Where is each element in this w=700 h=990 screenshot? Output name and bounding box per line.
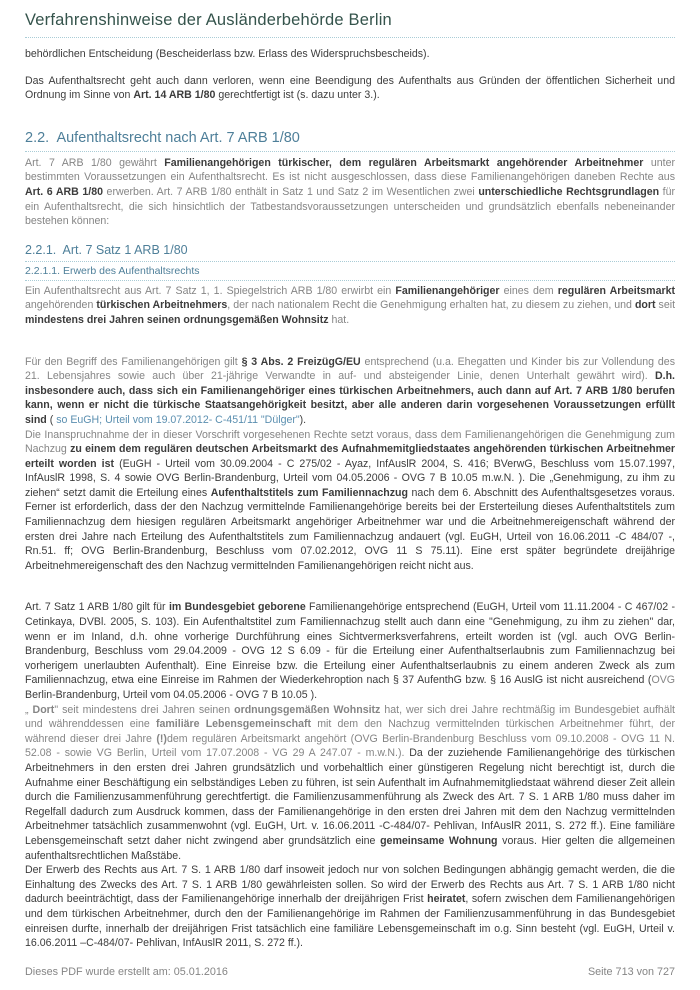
text-run: (	[46, 413, 57, 426]
spacer	[25, 103, 675, 130]
text-run: Familienangehörigen türkischer, dem regulären Arbeitsmarkt angehörender Arbeitnehmer	[164, 156, 644, 169]
text-run: D.h. insbesondere auch, dass sich ein Familienangehöriger eines türkischen Arbeitnehmers, auch dann auf Art. 7 ARB 1/80 berufen kann, wenn er nicht die türkische Staatsangehörigkeit besitzt, aber alle anderen darin vorgesehenen Voraussetzungen erfüllt sind	[25, 370, 675, 426]
text-run: Familienangehöriger	[395, 284, 500, 297]
text-run: unterschiedliche Rechtsgrundlagen	[478, 185, 660, 198]
text-run: hat.	[328, 313, 350, 326]
text-run: „	[25, 703, 33, 716]
paragraph-erwerb-des-rechts	[25, 863, 675, 951]
text-run: mit dem den Nachzug vermittelnden türkischen Arbeitnehmer führt, der während dieser drei Jahre	[25, 718, 675, 745]
spacer	[25, 573, 675, 600]
text-run: (EuGH - Urteil vom 30.09.2004 - C 275/02 - Ayaz, InfAuslR 2004, S. 416; BVerwG, Beschluss vom 15.07.1997, InfAuslR 1998, S. 4 sowie OVG Berlin-Brandenburg, Urteil vom 04.05.2006 - OVG 7 B 10.05 m.w.N. ). Die „Genehmigung, zu ihm zu ziehen“ setzt damit die Erteilung eines	[25, 457, 676, 499]
page-footer	[25, 966, 675, 978]
text-run: türkischen Arbeitnehmers	[96, 299, 228, 312]
text-run: seit	[655, 299, 676, 312]
paragraph-inanspruchnahme	[25, 428, 675, 574]
text-run: entsprechend (u.a. Ehegatten und Kinder bis zur Vollendung des 21. Lebensjahres sowie auch über 21-jährige Verwandte in auf- und absteigender Linie, denen Unterhalt gewährt wird).	[25, 355, 675, 383]
text-run: unter bestimmten Voraussetzungen ein Aufenthaltsrecht. Es ist nicht ausgeschlossen, dass diese Familienangehörigen daneben Rechte aus	[25, 156, 675, 184]
text-run: Dort	[32, 703, 55, 716]
text-run: erwerben. Art. 7 ARB 1/80 enthält in Satz 1 und Satz 2 im Wesentlichen zwei	[103, 185, 479, 198]
paragraph-begriff-familienangehoerige	[25, 355, 675, 428]
text-run: Art. 6 ARB 1/80	[25, 185, 103, 198]
text-run: Art. 14 ARB 1/80	[133, 89, 216, 102]
text-run: dem regulären Arbeitsmarkt angehört (OVG Berlin-Brandenburg Beschluss vom 09.10.2008 - OVG 11 N. 52.08 - sowie VG Berlin, Urteil vom 17.07.2008 - VG 29 A 247.07 - m.w.N.).	[25, 732, 675, 760]
text-run: mindestens drei Jahren seinen ordnungsgemäßen Wohnsitz	[25, 313, 329, 326]
page-title: Verfahrenshinweise der Ausländerbehörde Berlin	[25, 11, 675, 38]
text-run: gemeinsame Wohnung	[380, 834, 498, 847]
text-run: nach dem 6. Abschnitt des Aufenthaltsgesetzes voraus. Ferner ist erforderlich, dass der den Nachzug vermittelnde Familienangehörige bereits bei der Ersterteilung dieses Aufenthaltstitels zum Familiennachzug dem hiesigen regulären Arbeitsmarkt angehöriger Arbeitnehmer war und die Arbeitnehmereigenschaft während der ersten drei Jahre nach Erteilung des Aufenthaltstitels zum Familiennachzug andauert (vgl. EuGH, Urteil von 16.06.2011 -C 484/07 -, Rn.51. ff; OVG Berlin-Brandenburg, Beschluss vom 07.02.2012, OVG 11 S 75.11). Eine erst später begründete dreijährige Arbeitnehmereigenschaft des den Nachzug vermittelnden Familienangehörigen reicht nicht aus.	[25, 486, 675, 572]
document-content	[25, 47, 675, 951]
paragraph-im-bundesgebiet-geborene	[25, 600, 675, 702]
text-run: , sofern zwischen dem Familienangehörigen und dem türkischen Arbeitnehmer, durch den der Familienangehörige im Rahmen der Familienzusammenführung in das Bundesgebiet einreisen durfte, innerhalb der dreijährigen Frist tatsächlich eine familiäre Lebensgemeinschaft im o.g. Sinn besteht (vgl. EuGH, Urteil v. 16.06.2011 –C-484/07- Pehlivan, InfAuslR 2011, S. 272 ff.).	[25, 893, 676, 950]
text-run: Für den Begriff des Familienangehörigen gilt	[25, 355, 242, 368]
text-run: hat, wer sich drei Jahre rechtmäßig im Bundesgebiet aufhält und währenddessen eine	[25, 703, 675, 731]
spacer	[25, 328, 675, 355]
text-run: zu einem dem regulären deutschen Arbeitsmarkt des Aufnahmemitgliedstaates angehörenden türkischen Arbeitnehmer erteilt worden ist	[25, 443, 676, 470]
footer-created-date: Dieses PDF wurde erstellt am: 05.01.2016	[25, 966, 228, 978]
paragraph-verlust-aufenthaltsrecht	[25, 74, 675, 103]
text-run: § 3 Abs. 2 FreizügG/EU	[241, 355, 361, 368]
text-run: ordnungsgemäßen Wohnsitz	[234, 703, 381, 716]
spacer	[25, 229, 675, 243]
text-run: Art. 7 Satz 1 ARB 1/80 gilt für	[25, 601, 169, 614]
spacer	[25, 62, 675, 74]
text-run: Ein Aufenthaltsrecht aus Art. 7 Satz 1, 1. Spiegelstrich ARB 1/80 erwirbt ein	[25, 284, 396, 297]
paragraph-erwerb-voraussetzungen	[25, 284, 675, 328]
text-run: Da der zuziehende Familienangehörige des türkischen Arbeitnehmers in den ersten drei Jahren grundsätzlich und vorbehaltlich einer günstigeren Regelung nicht berechtigt ist, durch die Aufnahme einer Beschäftigung ein selbständiges Leben zu führen, ist sein Aufenthalt im Aufnahmemitgliedstaat während dieser Zeit allein durch die Familienzusammenführung gerechtfertigt. die Familienzusammenführung als Zweck des Art. 7 S. 1 ARB 1/80 muss daher im Regelfall dadurch zum Ausdruck kommen, dass der Familienangehörige in den ersten drei Jahren mit dem den Nachzug vermittelnden Arbeitnehmer tatsächlich zusammenwohnt (vgl. EuGH, Urt. v. 16.06.2011 -C-484/07- Pehlivan, InfAuslR 2011, S. 272 ff.). Eine familiäre Lebensgemeinschaft setzt daher nicht zwingend aber grundsätzlich eine	[25, 747, 675, 847]
text-run: angehörenden	[25, 299, 97, 312]
text-run: (!)	[156, 732, 167, 745]
text-run: im Bundesgebiet geborene	[168, 601, 306, 614]
continuation-paragraph	[25, 47, 675, 62]
text-run: Die Inanspruchnahme der in dieser Vorschrift vorgesehenen Rechte setzt voraus, dass dem Familienangehörigen die Genehmigung zum Nachzug	[25, 428, 675, 456]
section-2-2-heading: 2.2. Aufenthaltsrecht nach Art. 7 ARB 1/80	[25, 130, 675, 152]
text-run: behördlichen Entscheidung (Bescheiderlass bzw. Erlass des Widerspruchsbescheids).	[25, 48, 430, 60]
text-run: familiäre Lebensgemeinschaft	[155, 718, 312, 731]
text-run: " seit mindestens drei Jahren seinen	[54, 703, 235, 716]
paragraph-ordnungsgemaesser-wohnsitz	[25, 703, 675, 864]
section-2-2-1-heading: 2.2.1. Art. 7 Satz 1 ARB 1/80	[25, 243, 675, 262]
text-run: heiratet	[427, 893, 466, 906]
text-run: Das Aufenthaltsrecht geht auch dann verloren, wenn eine Beendigung des Aufenthalts aus Gründen der öffentlichen Sicherheit und Ordnung im Sinne von	[25, 74, 675, 102]
paragraph-art7-ueberblick	[25, 156, 675, 229]
text-run: gerechtfertigt ist (s. dazu unter 3.).	[215, 89, 380, 102]
text-run: Familienangehörige entsprechend (EuGH, Urteil vom 11.11.2004 - C 467/02 - Cetinkaya, DVBl. 2005, S. 103). Ein Aufenthaltstitel zum Familiennachzug stellt auch dann eine "Genehmigung, zu ihm zu ziehen" dar, wenn er im Inland, d.h. ohne vorherige Durchführung eines Sichtvermerksverfahrens, erteilt worden ist (vgl. auch OVG Berlin-Brandenburg, Beschluss vom 29.04.2009 - OVG 12 S 6.09 - für die Erteilung einer Aufenthaltserlaubnis zum Familiennachzug bei vorherigem unerlaubten Aufenthalt). Eine Einreise bzw. die Erteilung einer Aufenthaltserlaubnis zu einem anderen Zweck als zum Familiennachzug, etwa eine Einreise im Rahmen der Wiederkehroption nach § 37 AufenthG bzw. § 16 AuslG ist nicht ausreichend (	[25, 601, 675, 687]
text-run: Art. 7 ARB 1/80 gewährt	[25, 156, 165, 169]
text-run: , der nach nationalem Recht die Genehmigung erhalten hat, zu diesem zu ziehen, und	[227, 299, 635, 312]
section-2-2-1-1-heading: 2.2.1.1. Erwerb des Aufenthaltsrechts	[25, 265, 675, 281]
text-run: dort	[634, 299, 656, 312]
text-run: Aufenthaltstitels zum Familiennachzug	[210, 486, 408, 499]
text-run: Berlin-Brandenburg, Urteil vom 04.05.2006 - OVG 7 B 10.05 ).	[25, 689, 318, 701]
text-run: ).	[299, 413, 307, 426]
text-run: eines dem	[499, 284, 558, 297]
citation-link[interactable]: so EuGH; Urteil vom 19.07.2012- C-451/11 "Dülger"	[56, 413, 300, 426]
text-run: Der Erwerb des Rechts aus Art. 7 S. 1 ARB 1/80 darf insoweit jedoch nur von solchen Bedingungen abhängig gemacht werden, die die Einhaltung des Zwecks des Art. 7 S. 1 ARB 1/80 gewährleisten sollen. So wird der Erwerb des Rechts aus Art. 7 S. 1 ARB 1/80 nicht dadurch beeinträchtigt, dass der Familienangehörige innerhalb der dreijährigen Frist	[25, 864, 675, 906]
footer-page-number: Seite 713 von 727	[587, 966, 675, 978]
text-run: OVG	[651, 674, 675, 687]
text-run: voraus. Hier gelten die allgemeinen aufenthaltsrechtlichen Maßstäbe.	[25, 834, 675, 862]
text-run: regulären Arbeitsmarkt	[557, 284, 676, 297]
text-run: für ein Aufenthaltsrecht, die sich hinsichtlich der Tatbestandsvoraussetzungen unterscheiden und grundsätzlich ebenfalls nebeneinander bestehen können:	[25, 185, 675, 228]
